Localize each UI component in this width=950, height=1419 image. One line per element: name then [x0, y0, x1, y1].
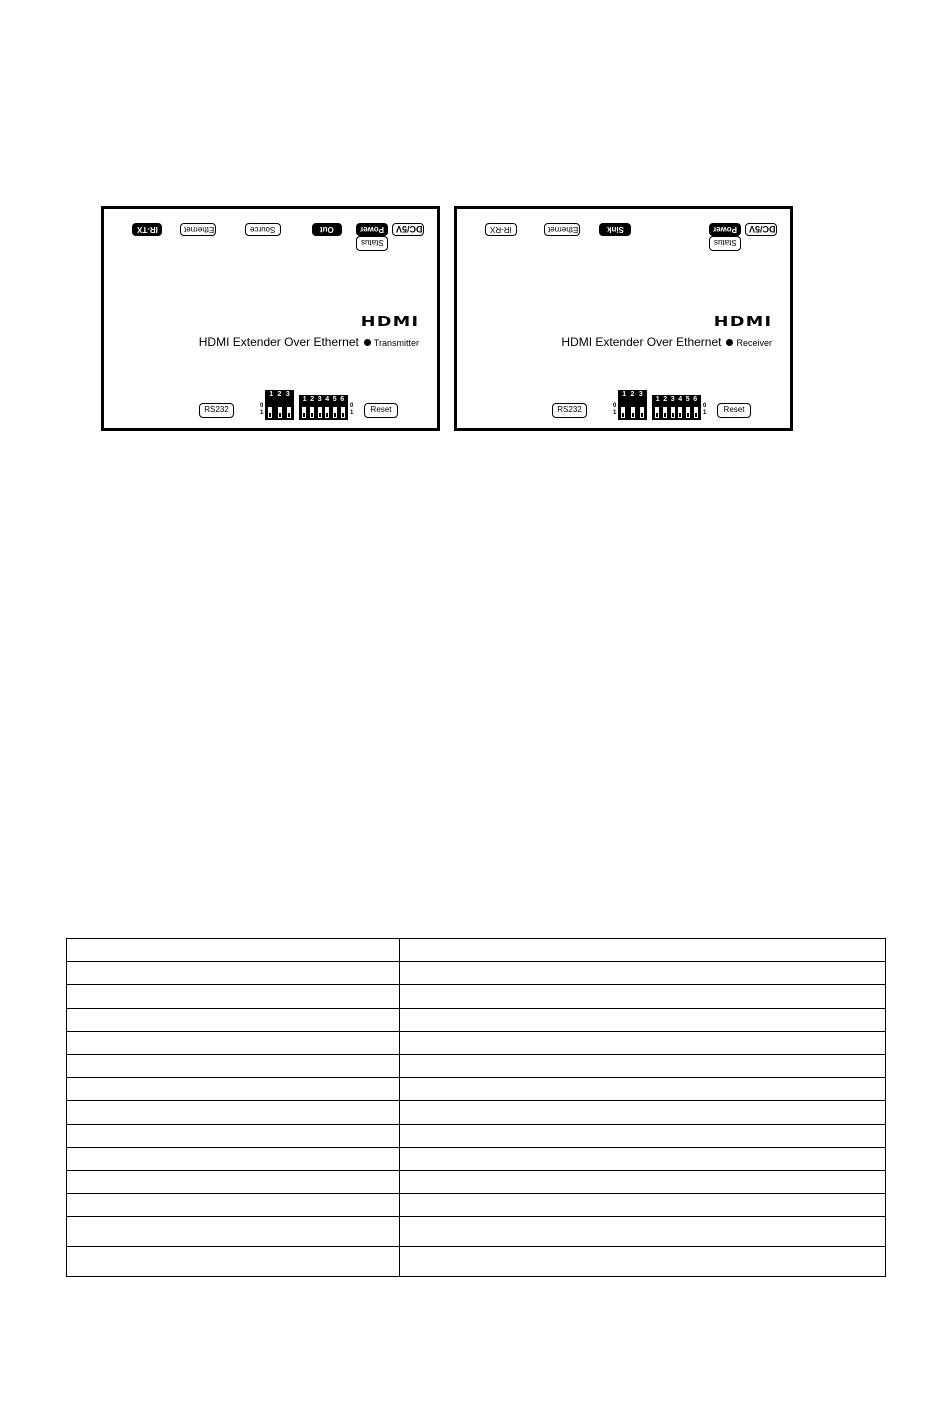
table-row: [67, 1078, 886, 1101]
transmitter-panel: [101, 206, 440, 431]
table-cell: [400, 1194, 886, 1217]
sink-label: Sink: [606, 225, 624, 234]
product-title-line: [561, 335, 772, 349]
table-cell: [67, 1147, 400, 1170]
dc-power-port: [392, 223, 424, 236]
table-cell: [67, 1170, 400, 1193]
table-row: [67, 939, 886, 962]
spec-table: [66, 938, 886, 1277]
table-cell: [400, 962, 886, 985]
power-label: Power: [360, 225, 385, 234]
table-cell: [67, 1054, 400, 1077]
table-cell: [400, 1054, 886, 1077]
ir-rx-label: IR-RX: [490, 225, 512, 234]
table-cell: [400, 985, 886, 1008]
hdmi-logo: HDMI: [713, 315, 772, 330]
table-cell: [400, 1217, 886, 1247]
table-cell: [400, 1124, 886, 1147]
bullet-dot: [364, 339, 371, 346]
dip-state-labels-right: 0 1: [350, 403, 354, 416]
table-cell: [67, 1124, 400, 1147]
dip-switch-3[interactable]: 1 2 3: [265, 390, 294, 420]
table-cell: [67, 1194, 400, 1217]
rs232-port: RS232: [552, 403, 587, 418]
dip-switch-3[interactable]: 1 2 3: [618, 390, 647, 420]
out-port: [312, 223, 342, 236]
power-led: [709, 223, 741, 236]
power-led: [356, 223, 388, 236]
power-label: Power: [713, 225, 738, 234]
table-cell: [400, 1101, 886, 1124]
spec-table-body: [67, 939, 886, 1277]
table-cell: [67, 1031, 400, 1054]
status-label: Status: [360, 238, 384, 247]
table-cell: [400, 1247, 886, 1277]
ethernet-label: Ethernet: [184, 225, 215, 234]
out-label: Out: [320, 225, 334, 234]
table-cell: [67, 962, 400, 985]
bullet-dot: [726, 339, 733, 346]
table-cell: [400, 1031, 886, 1054]
table-cell: [67, 1078, 400, 1101]
dip-switch-6[interactable]: 1 2 3 4 5 6: [299, 395, 348, 420]
reset-button[interactable]: Reset: [364, 403, 398, 418]
table-row: [67, 1147, 886, 1170]
table-cell: [67, 939, 400, 962]
table-cell: [67, 1247, 400, 1277]
table-row: [67, 1217, 886, 1247]
dip-switch-6[interactable]: 1 2 3 4 5 6: [652, 395, 701, 420]
table-row: [67, 1101, 886, 1124]
table-cell: [67, 1101, 400, 1124]
dc-label: DC/5V: [396, 224, 423, 234]
status-label: Status: [713, 238, 737, 247]
dip-state-labels-right: 0 1: [703, 403, 707, 416]
table-cell: [67, 985, 400, 1008]
table-cell: [400, 939, 886, 962]
dc-power-port: [745, 223, 777, 236]
table-row: [67, 1170, 886, 1193]
table-cell: [400, 1147, 886, 1170]
table-row: [67, 1247, 886, 1277]
device-role: Transmitter: [373, 338, 419, 348]
source-port: [245, 223, 281, 236]
status-led: [356, 236, 388, 251]
ir-rx-port: [485, 223, 517, 236]
ethernet-port: [180, 223, 216, 236]
ir-tx-port: [132, 223, 162, 236]
receiver-panel: [454, 206, 793, 431]
table-cell: [400, 1078, 886, 1101]
ethernet-label: Ethernet: [548, 225, 579, 234]
product-title: HDMI Extender Over Ethernet: [198, 335, 359, 349]
hdmi-logo: HDMI: [360, 315, 419, 330]
device-role: Receiver: [736, 338, 772, 348]
dip-state-labels-left: 0 1: [613, 403, 617, 416]
table-cell: [400, 1170, 886, 1193]
ir-tx-label: IR-TX: [136, 225, 158, 234]
table-cell: [400, 1008, 886, 1031]
sink-port: [599, 223, 631, 236]
table-row: [67, 1054, 886, 1077]
table-row: [67, 1031, 886, 1054]
table-cell: [67, 1217, 400, 1247]
table-row: [67, 1008, 886, 1031]
reset-button[interactable]: Reset: [717, 403, 751, 418]
table-row: [67, 1124, 886, 1147]
table-row: [67, 985, 886, 1008]
table-row: [67, 962, 886, 985]
product-title-line: [199, 335, 419, 349]
table-row: [67, 1194, 886, 1217]
table-cell: [67, 1008, 400, 1031]
source-label: Source: [250, 225, 276, 234]
status-led: [709, 236, 741, 251]
rs232-port: RS232: [199, 403, 234, 418]
product-title: HDMI Extender Over Ethernet: [561, 335, 722, 349]
dc-label: DC/5V: [749, 224, 776, 234]
ethernet-port: [544, 223, 580, 236]
dip-state-labels-left: 0 1: [260, 403, 264, 416]
